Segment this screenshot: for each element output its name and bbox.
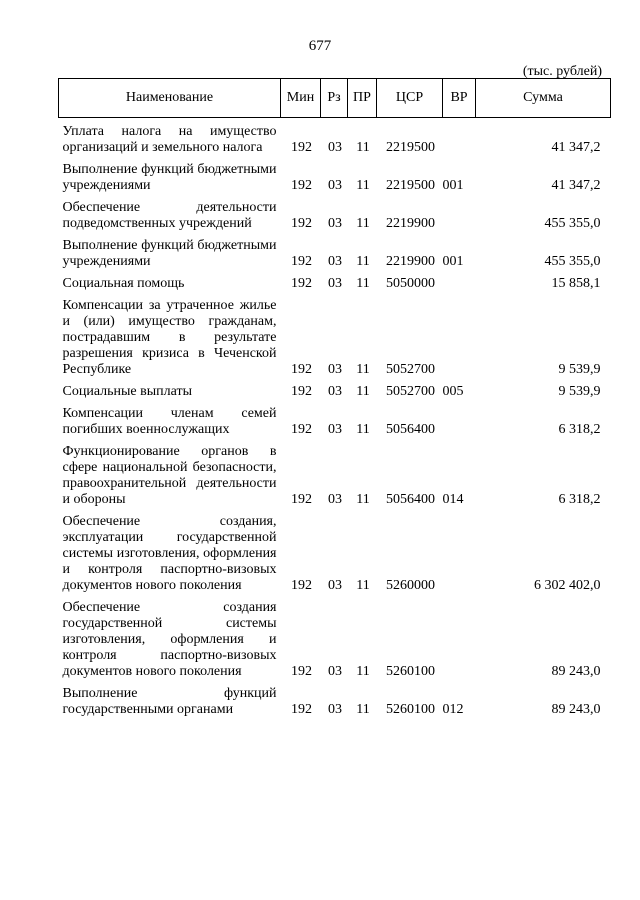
row-pr: 11: [356, 492, 370, 507]
header-sum: Сумма: [476, 79, 611, 118]
row-name: Выполнение функций государственными органами: [62, 686, 277, 717]
row-rz: 03: [328, 362, 342, 377]
row-pr: 11: [356, 422, 370, 437]
table-body: [59, 118, 611, 720]
table-row: [59, 681, 611, 719]
header-csr: ЦСР: [377, 79, 443, 118]
row-rz: 03: [328, 216, 342, 231]
row-sum: 455 355,0: [544, 216, 601, 231]
table-row: [59, 271, 611, 293]
row-rz: 03: [328, 422, 342, 437]
row-min: 192: [291, 140, 312, 155]
row-csr: 5050000: [386, 276, 435, 291]
row-sum: 89 243,0: [551, 702, 601, 717]
row-name: Выполнение функций бюджетными учреждениями: [62, 162, 277, 193]
row-sum: 9 539,9: [558, 384, 601, 399]
row-vr: 014: [442, 492, 464, 507]
table-row: [59, 233, 611, 271]
row-csr: 5052700: [386, 384, 435, 399]
row-name: Уплата налога на имущество организаций и земельного налога: [62, 124, 277, 155]
row-name: Компенсации за утраченное жилье и (или) имущество гражданам, пострадавшим в результате разрешения кризиса в Чеченской Республике: [62, 298, 277, 377]
row-pr: 11: [356, 140, 370, 155]
row-pr: 11: [356, 664, 370, 679]
row-rz: 03: [328, 664, 342, 679]
row-csr: 2219900: [386, 216, 435, 231]
header-min: Мин: [281, 79, 321, 118]
row-pr: 11: [356, 276, 370, 291]
table-row: [59, 293, 611, 379]
row-min: 192: [291, 254, 312, 269]
row-rz: 03: [328, 702, 342, 717]
row-sum: 15 858,1: [551, 276, 601, 291]
row-csr: 5260100: [386, 702, 435, 717]
budget-table: [58, 78, 611, 719]
row-vr: [443, 401, 476, 439]
page-number: 677: [308, 38, 332, 54]
row-name: Функционирование органов в сфере национальной безопасности, правоохранительной деятельности и обороны: [62, 444, 277, 507]
header-vr: ВР: [443, 79, 476, 118]
row-name: Социальная помощь: [62, 276, 185, 291]
row-pr: 11: [356, 578, 370, 593]
row-name: Социальные выплаты: [62, 384, 193, 399]
row-rz: 03: [328, 140, 342, 155]
row-rz: 03: [328, 384, 342, 399]
row-vr: 012: [442, 702, 464, 717]
row-sum: 41 347,2: [551, 140, 601, 155]
units-label: (тыс. рублей): [522, 64, 602, 79]
row-csr: 2219500: [386, 140, 435, 155]
row-vr: 005: [442, 384, 464, 399]
table-row: [59, 157, 611, 195]
row-min: 192: [291, 664, 312, 679]
row-min: 192: [291, 276, 312, 291]
row-rz: 03: [328, 492, 342, 507]
row-vr: 001: [442, 178, 464, 193]
row-pr: 11: [356, 702, 370, 717]
row-rz: 03: [328, 178, 342, 193]
row-name: Обеспечение деятельности подведомственных учреждений: [62, 200, 277, 231]
row-vr: [443, 195, 476, 233]
row-min: 192: [291, 492, 312, 507]
row-name: Выполнение функций бюджетными учреждениями: [62, 238, 277, 269]
row-min: 192: [291, 384, 312, 399]
row-rz: 03: [328, 578, 342, 593]
table-row: [59, 379, 611, 401]
row-min: 192: [291, 178, 312, 193]
table-row: [59, 401, 611, 439]
table-row: [59, 439, 611, 509]
row-rz: 03: [328, 254, 342, 269]
row-min: 192: [291, 362, 312, 377]
row-min: 192: [291, 422, 312, 437]
row-vr: [443, 271, 476, 293]
row-sum: 89 243,0: [551, 664, 601, 679]
table-header: [59, 79, 611, 118]
row-sum: 455 355,0: [544, 254, 601, 269]
row-csr: 2219500: [386, 178, 435, 193]
row-sum: 9 539,9: [558, 362, 601, 377]
row-csr: 5260100: [386, 664, 435, 679]
row-name: Обеспечение создания, эксплуатации государственной системы изготовления, оформления и контроля паспортно-визовых документов нового поколения: [62, 514, 277, 593]
row-sum: 6 302 402,0: [534, 578, 601, 593]
row-pr: 11: [356, 178, 370, 193]
row-min: 192: [291, 702, 312, 717]
row-sum: 6 318,2: [558, 492, 601, 507]
row-rz: 03: [328, 276, 342, 291]
row-csr: 5056400: [386, 422, 435, 437]
table-row: [59, 195, 611, 233]
row-csr: 2219900: [386, 254, 435, 269]
row-sum: 41 347,2: [551, 178, 601, 193]
row-pr: 11: [356, 216, 370, 231]
row-min: 192: [291, 578, 312, 593]
row-vr: [443, 509, 476, 595]
table-row: [59, 595, 611, 681]
row-vr: [443, 118, 476, 158]
header-rz: Рз: [321, 79, 348, 118]
row-name: Обеспечение создания государственной системы изготовления, оформления и контроля паспортно-визовых документов нового поколения: [62, 600, 277, 679]
table-row: [59, 118, 611, 158]
row-csr: 5260000: [386, 578, 435, 593]
row-vr: 001: [442, 254, 464, 269]
row-sum: 6 318,2: [558, 422, 601, 437]
row-pr: 11: [356, 362, 370, 377]
row-vr: [443, 293, 476, 379]
row-csr: 5056400: [386, 492, 435, 507]
row-min: 192: [291, 216, 312, 231]
row-vr: [443, 595, 476, 681]
table-row: [59, 509, 611, 595]
row-pr: 11: [356, 384, 370, 399]
row-pr: 11: [356, 254, 370, 269]
header-pr: ПР: [348, 79, 377, 118]
header-name: Наименование: [59, 79, 281, 118]
row-csr: 5052700: [386, 362, 435, 377]
row-name: Компенсации членам семей погибших военнослужащих: [62, 406, 277, 437]
